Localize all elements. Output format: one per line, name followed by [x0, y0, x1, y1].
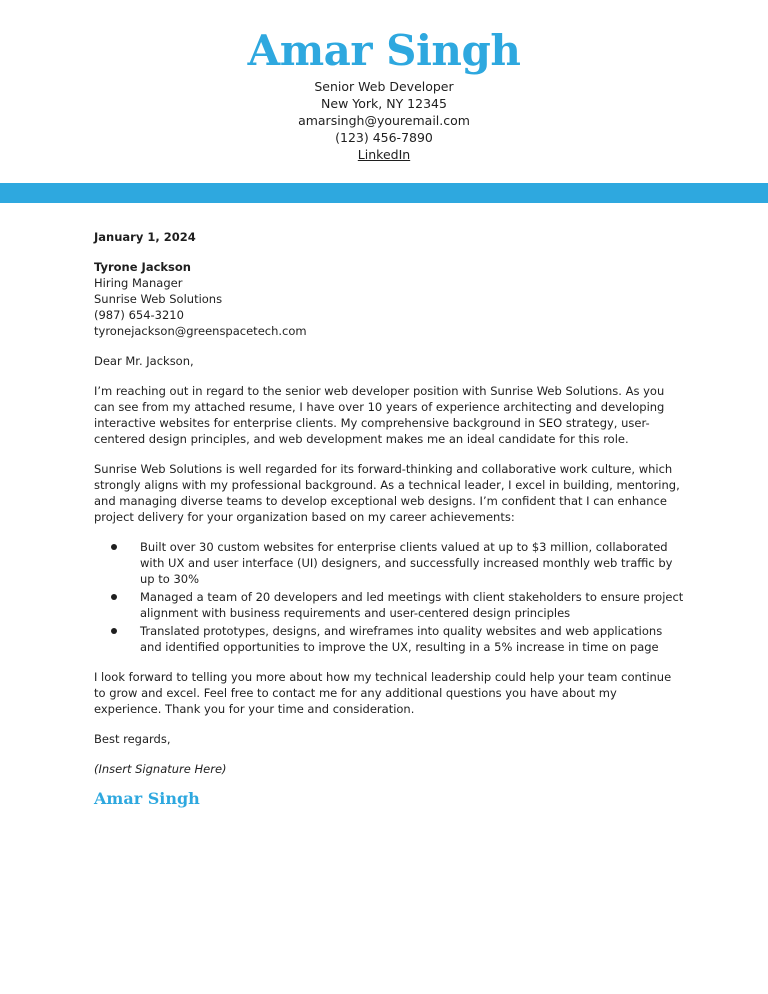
list-item-text: Managed a team of 20 developers and led meetings with client stakeholders to ensure project alignment with business requirements and user-centered design principles: [140, 590, 684, 620]
list-item: [94, 623, 684, 655]
closing-paragraph: I look forward to telling you more about how my technical leadership could help your team continue to grow and excel. Feel free to contact me for any additional questions you have about my experience. Thank you for your time and consideration.: [94, 670, 672, 716]
sign-off: Best regards,: [94, 732, 171, 746]
bullet-icon: [111, 628, 117, 634]
letter-body: [94, 229, 684, 809]
signature-placeholder: (Insert Signature Here): [94, 762, 227, 776]
applicant-name: Amar Singh: [247, 26, 521, 75]
applicant-location: New York, NY 12345: [321, 96, 447, 111]
salutation: Dear Mr. Jackson,: [94, 354, 194, 368]
letter-date: January 1, 2024: [94, 230, 196, 244]
list-item: [94, 589, 684, 621]
recipient-company: Sunrise Web Solutions: [94, 292, 223, 306]
list-item-text: Translated prototypes, designs, and wireframes into quality websites and web applications and identified opportunities to improve the UX, resulting in a 5% increase in time on page: [140, 624, 663, 654]
bullet-icon: [111, 594, 117, 600]
recipient-block: [94, 259, 684, 339]
applicant-email: amarsingh@youremail.com: [298, 113, 470, 128]
recipient-email: tyronejackson@greenspacetech.com: [94, 324, 307, 338]
recipient-name: Tyrone Jackson: [94, 260, 191, 274]
linkedin-link[interactable]: LinkedIn: [357, 147, 411, 162]
signer-name: Amar Singh: [94, 789, 200, 808]
applicant-phone: (123) 456-7890: [335, 130, 433, 145]
list-item: [94, 539, 684, 587]
body-paragraph: Sunrise Web Solutions is well regarded for its forward-thinking and collaborative work culture, which strongly aligns with my professional background. As a technical leader, I excel in building, mentoring, and managing diverse teams to develop exceptional web designs. I’m confident that I can enhance project delivery for your organization based on my career achievements:: [94, 462, 680, 524]
recipient-role: Hiring Manager: [94, 276, 183, 290]
achievement-list: [94, 539, 684, 655]
bullet-icon: [111, 544, 117, 550]
accent-band: [0, 183, 768, 203]
body-paragraph: I’m reaching out in regard to the senior web developer position with Sunrise Web Solutions. As you can see from my attached resume, I have over 10 years of experience architecting and developing interactive websites for enterprise clients. My comprehensive background in SEO strategy, user-centered design principles, and web development makes me an ideal candidate for this role.: [94, 384, 665, 446]
letter-header: [0, 0, 768, 163]
applicant-title: Senior Web Developer: [314, 79, 454, 94]
list-item-text: Built over 30 custom websites for enterprise clients valued at up to $3 million, collaborated with UX and user interface (UI) designers, and successfully increased monthly web traffic by up to 30%: [140, 540, 673, 586]
recipient-phone: (987) 654-3210: [94, 308, 184, 322]
